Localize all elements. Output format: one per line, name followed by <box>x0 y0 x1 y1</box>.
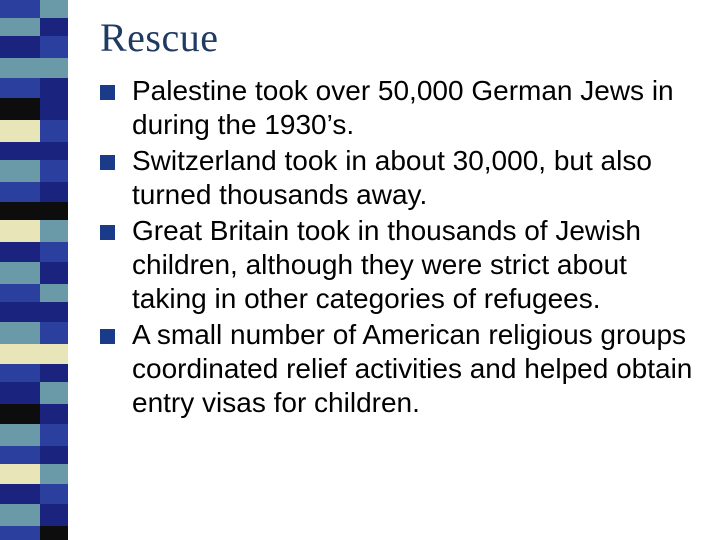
decorative-stripe-right <box>40 36 68 58</box>
decorative-stripe <box>0 504 68 526</box>
decorative-stripe <box>0 484 68 504</box>
decorative-stripe-bar <box>0 0 68 540</box>
decorative-stripe-right <box>40 446 68 464</box>
decorative-stripe-right <box>40 302 68 322</box>
decorative-stripe-right <box>40 504 68 526</box>
decorative-stripe-right <box>40 58 68 78</box>
decorative-stripe-left <box>0 262 40 284</box>
decorative-stripe-right <box>40 220 68 242</box>
decorative-stripe <box>0 424 68 446</box>
decorative-stripe-left <box>0 284 40 302</box>
decorative-stripe-right <box>40 404 68 424</box>
decorative-stripe-right <box>40 182 68 202</box>
decorative-stripe-right <box>40 78 68 98</box>
decorative-stripe-left <box>0 344 40 364</box>
decorative-stripe <box>0 302 68 322</box>
decorative-stripe-left <box>0 484 40 504</box>
decorative-stripe <box>0 404 68 424</box>
decorative-stripe <box>0 142 68 160</box>
decorative-stripe-right <box>40 242 68 262</box>
decorative-stripe-right <box>40 464 68 484</box>
decorative-stripe-right <box>40 322 68 344</box>
bullet-marker-icon <box>100 225 115 240</box>
decorative-stripe-left <box>0 18 40 36</box>
decorative-stripe-left <box>0 202 40 220</box>
decorative-stripe-right <box>40 484 68 504</box>
decorative-stripe <box>0 364 68 382</box>
bullet-item <box>100 318 700 420</box>
decorative-stripe-right <box>40 160 68 182</box>
decorative-stripe-right <box>40 18 68 36</box>
decorative-stripe-left <box>0 424 40 446</box>
bullet-text: A small number of American religious groups coordinated relief activities and helped obtain entry visas for children. <box>132 319 693 418</box>
decorative-stripe-right <box>40 120 68 142</box>
bullet-marker-icon <box>100 155 115 170</box>
bullet-marker-icon <box>100 85 115 100</box>
bullet-text: Great Britain took in thousands of Jewish children, although they were strict about taking in other categories of refugees. <box>132 215 641 314</box>
decorative-stripe-left <box>0 322 40 344</box>
bullet-list <box>100 74 700 422</box>
decorative-stripe <box>0 262 68 284</box>
decorative-stripe <box>0 18 68 36</box>
decorative-stripe-left <box>0 464 40 484</box>
decorative-stripe-left <box>0 78 40 98</box>
decorative-stripe-left <box>0 526 40 540</box>
decorative-stripe-left <box>0 382 40 404</box>
decorative-stripe-left <box>0 220 40 242</box>
decorative-stripe-right <box>40 344 68 364</box>
decorative-stripe <box>0 284 68 302</box>
bullet-marker-icon <box>100 329 115 344</box>
decorative-stripe <box>0 220 68 242</box>
decorative-stripe-right <box>40 262 68 284</box>
decorative-stripe <box>0 120 68 142</box>
decorative-stripe <box>0 160 68 182</box>
decorative-stripe-left <box>0 58 40 78</box>
decorative-stripe <box>0 202 68 220</box>
decorative-stripe-right <box>40 98 68 120</box>
decorative-stripe-left <box>0 36 40 58</box>
decorative-stripe-left <box>0 182 40 202</box>
decorative-stripe <box>0 526 68 540</box>
decorative-stripe-left <box>0 160 40 182</box>
decorative-stripe-left <box>0 98 40 120</box>
decorative-stripe <box>0 98 68 120</box>
bullet-text: Palestine took over 50,000 German Jews in during the 1930’s. <box>132 75 674 140</box>
decorative-stripe-left <box>0 142 40 160</box>
decorative-stripe <box>0 322 68 344</box>
decorative-stripe-left <box>0 446 40 464</box>
decorative-stripe-right <box>40 142 68 160</box>
decorative-stripe <box>0 58 68 78</box>
decorative-stripe-left <box>0 504 40 526</box>
decorative-stripe-right <box>40 202 68 220</box>
decorative-stripe <box>0 446 68 464</box>
decorative-stripe <box>0 344 68 364</box>
slide-title: Rescue <box>100 15 219 60</box>
decorative-stripe-left <box>0 0 40 18</box>
decorative-stripe <box>0 242 68 262</box>
decorative-stripe-left <box>0 120 40 142</box>
decorative-stripe-right <box>40 284 68 302</box>
decorative-stripe-left <box>0 364 40 382</box>
decorative-stripe <box>0 36 68 58</box>
decorative-stripe-right <box>40 382 68 404</box>
decorative-stripe-left <box>0 302 40 322</box>
decorative-stripe-right <box>40 364 68 382</box>
decorative-stripe-left <box>0 404 40 424</box>
bullet-item <box>100 144 700 212</box>
bullet-item <box>100 74 700 142</box>
decorative-stripe <box>0 464 68 484</box>
decorative-stripe-right <box>40 0 68 18</box>
bullet-text: Switzerland took in about 30,000, but also turned thousands away. <box>132 145 652 210</box>
decorative-stripe-right <box>40 526 68 540</box>
bullet-item <box>100 214 700 316</box>
decorative-stripe <box>0 78 68 98</box>
decorative-stripe <box>0 0 68 18</box>
decorative-stripe <box>0 182 68 202</box>
decorative-stripe-right <box>40 424 68 446</box>
decorative-stripe-left <box>0 242 40 262</box>
decorative-stripe <box>0 382 68 404</box>
